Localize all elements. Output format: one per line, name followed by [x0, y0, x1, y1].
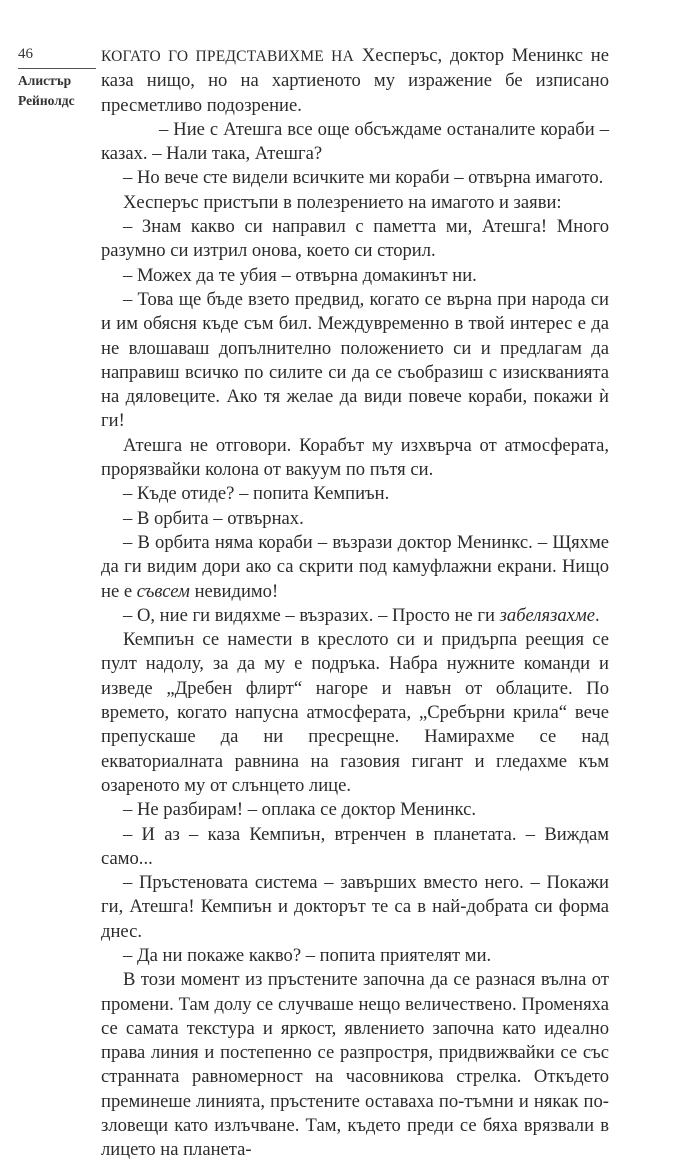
paragraph: – Това ще бъде взето предвид, когато се върна при народа си и им обясня къде съм бил. Междувременно в твой интерес е да не влошаваш допълнително положението си и предлагам да направиш всичко по силите си да се съобразиш с изискванията на дяловеците. Ако тя желае да види повече кораби, покажи ѝ ги!	[101, 288, 609, 432]
paragraph: – Можех да те убия – отвърна домакинът ни.	[123, 264, 477, 286]
paragraph: – Пръстеновата система – завърших вместо него. – Покажи ги, Атешга! Кемпиън и докторът те са в най-добрата си форма днес.	[101, 872, 609, 942]
paragraph	[101, 531, 609, 604]
page-margin	[18, 44, 100, 111]
paragraph-text: невидимо!	[189, 580, 279, 602]
margin-divider	[18, 68, 96, 69]
author-name	[18, 71, 100, 111]
paragraph: – Да ни покаже какво? – попита приятелят ми.	[123, 944, 492, 966]
emphasis: съвсем	[136, 580, 190, 602]
paragraph-text: Хесперъс, доктор Менинкс не каза нищо, но на хартиеното му изражение бе изписано пресметливо подозрение.	[101, 45, 609, 116]
emphasis: забелязахме	[499, 604, 596, 626]
paragraph: Хесперъс пристъпи в полезрението на имагото и заяви:	[123, 191, 562, 213]
paragraph: – Но вече сте видели всичките ми кораби – отвърна имагото.	[123, 167, 604, 189]
page-number: 46	[18, 46, 33, 62]
author-first-name: Алистър	[18, 73, 72, 88]
body-text	[101, 44, 609, 1163]
paragraph: Кемпиън се намести в креслото си и придърпа реещия се пулт надолу, за да му е подръка. Набра нужните команди и изведе „Дребен флирт“ нагоре и навън от облаците. По времето, когато напусна атмосферата, „Сребърни крила“ вече препускаше да ни пресрещне. Намирахме се над екваториалната равнина на газовия гигант и гледахме към озареното му от слънцето лице.	[101, 629, 609, 796]
paragraph	[101, 44, 609, 118]
author-last-name: Рейнолдс	[18, 93, 75, 108]
chapter-lead-in: КОГАТО ГО ПРЕДСТАВИХМЕ НА	[101, 48, 354, 65]
paragraph: – В орбита – отвърнах.	[123, 507, 304, 529]
paragraph: – И аз – каза Кемпиън, втренчен в планетата. – Виждам само...	[101, 823, 609, 869]
paragraph-text: – В орбита няма кораби – възрази доктор Менинкс. – Щяхме да ги видим дори ако са скрити под камуфлажни екрани. Нищо не е	[101, 531, 609, 602]
paragraph: – Ние с Атешга все още обсъждаме останалите кораби – казах. – Нали така, Атешга?	[101, 118, 609, 165]
paragraph	[101, 604, 609, 628]
paragraph-text: .	[595, 604, 600, 626]
paragraph: – Знам какво си направил с паметта ми, Атешга! Много разумно си изтрил онова, което си сторил.	[101, 216, 609, 262]
paragraph: – Не разбирам! – оплака се доктор Менинкс.	[123, 799, 477, 821]
paragraph: – Къде отиде? – попита Кемпиън.	[123, 483, 390, 505]
paragraph: В този момент из пръстените започна да се разнася вълна от промени. Там долу се случваше нещо величествено. Променяха се самата текстура и яркост, явлението започна като идеално права линия и постепенно се разпростря, придвижвайки се със странната равномерност на часовникова стрелка. Откъдето преминеше линията, пръстените оставаха по-тъмни и някак по-зловещи като излъчване. Там, където преди се бяха врязвали в лицето на планета-	[101, 969, 609, 1161]
paragraph: Атешга не отговори. Корабът му изхвърча от атмосферата, прорязвайки колона от вакуум по пътя си.	[101, 434, 609, 481]
paragraph-text: – О, ние ги видяхме – възразих. – Просто не ги	[123, 604, 500, 626]
